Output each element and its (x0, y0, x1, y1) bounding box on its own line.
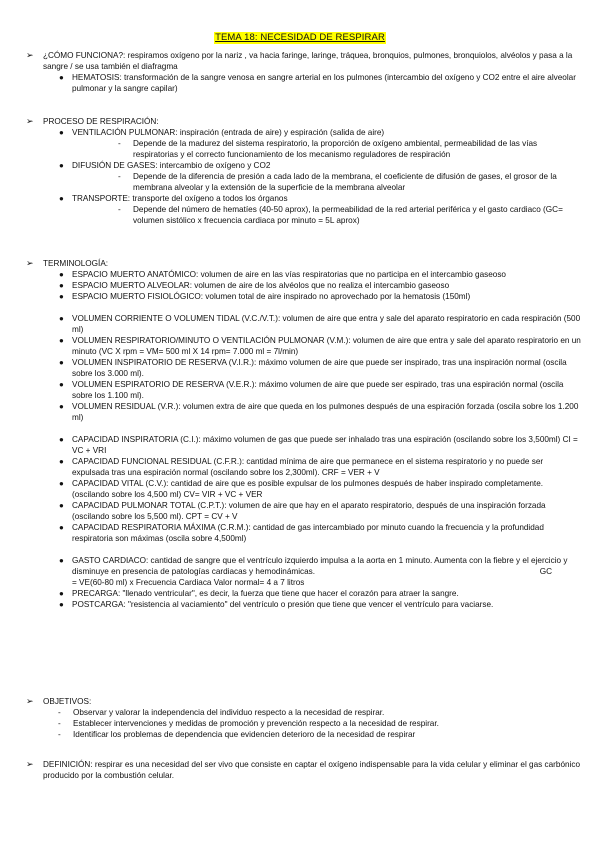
term-item: ESPACIO MUERTO FISIOLÓGICO: volumen total de aire inspirado no aprovechado por la hematosis (150ml) (72, 292, 471, 301)
term-item: CAPACIDAD PULMONAR TOTAL (C.P.T.): volumen de aire que hay en el aparato respiratorio, después de una inspiración forzada (oscilando sobre los 5,500 ml). CPT = CV + V (72, 501, 546, 521)
objetivos-heading: OBJETIVOS: (43, 697, 92, 706)
bullet-dot-icon: ● (59, 523, 64, 532)
arrow-bullet-icon: ➢ (26, 258, 34, 268)
proceso-item: TRANSPORTE: transporte del oxígeno a todos los órganos (72, 194, 288, 203)
gasto-gc-label: GC (539, 567, 552, 576)
bullet-dot-icon: ● (59, 314, 64, 323)
term-item: CAPACIDAD FUNCIONAL RESIDUAL (C.F.R.): cantidad mínima de aire que permanece en el sistema respiratorio y no puede ser expulsada tras una espiración normal (oscilando sobre los 2,300ml). CRF = VER + V (72, 457, 544, 477)
dash-bullet-icon: - (118, 205, 121, 214)
bullet-dot-icon: ● (59, 479, 64, 488)
bullet-dot-icon: ● (59, 556, 64, 565)
bullet-dot-icon: ● (59, 73, 64, 82)
arrow-bullet-icon: ➢ (26, 759, 34, 769)
bullet-dot-icon: ● (59, 336, 64, 345)
bullet-dot-icon: ● (59, 281, 64, 290)
arrow-bullet-icon: ➢ (26, 116, 34, 126)
arrow-bullet-icon: ➢ (26, 696, 34, 706)
bullet-dot-icon: ● (59, 194, 64, 203)
bullet-dot-icon: ● (59, 589, 64, 598)
proceso-subitem: Depende de la diferencia de presión a cada lado de la membrana, el coeficiente de difusión de gases, el grosor de la membrana alveolar y la extensión de la superficie de la membrana alveolar (133, 172, 557, 192)
dash-bullet-icon: - (118, 172, 121, 181)
gasto-cardiaco-block (72, 555, 582, 588)
term-item: CAPACIDAD VITAL (C.V.): cantidad de aire que es posible expulsar de los pulmones después de haber inspirado completamente. (oscilando sobre los 4,500 ml) CV= VIR + VC + VER (72, 479, 544, 499)
term-item: VOLUMEN INSPIRATORIO DE RESERVA (V.I.R.): máximo volumen de aire que puede ser inspirado, tras una inspiración normal (oscila sobre los 3.000 ml). (72, 358, 567, 378)
bullet-dot-icon: ● (59, 270, 64, 279)
bullet-dot-icon: ● (59, 128, 64, 137)
poscarga-text: POSTCARGA: "resistencia al vaciamiento" del ventrículo o presión que tiene que vencer el ventrículo para vaciarse. (72, 600, 494, 609)
bullet-dot-icon: ● (59, 380, 64, 389)
term-item: VOLUMEN RESIDUAL (V.R.): volumen extra de aire que queda en los pulmones después de una espiración forzada (oscila sobre los 1.200 ml) (72, 402, 579, 422)
bullet-dot-icon: ● (59, 402, 64, 411)
term-item: VOLUMEN CORRIENTE O VOLUMEN TIDAL (V.C./V.T.): volumen de aire que entra y sale del aparato respiratorio en cada respiración (500 ml) (72, 314, 581, 334)
term-item: ESPACIO MUERTO ANATÓMICO: volumen de aire en las vías respiratorias que no participa en el intercambio gaseoso (72, 270, 506, 279)
bullet-dot-icon: ● (59, 292, 64, 301)
page-title: TEMA 18: NECESIDAD DE RESPIRAR (215, 32, 385, 43)
title-wrap (0, 27, 600, 45)
section-terminologia (0, 258, 600, 610)
term-item: VOLUMEN RESPIRATORIO/MINUTO O VENTILACIÓN PULMONAR (V.M.): volumen de aire que entra y sale del aparato respiratorio en un minuto (VC X rpm = VM= 500 ml X 14 rpm= 7.000 ml = 7l/min) (72, 336, 581, 356)
arrow-bullet-icon: ➢ (26, 50, 34, 60)
bullet-dot-icon: ● (59, 501, 64, 510)
precarga-text: PRECARGA: "llenado ventricular", es decir, la fuerza que tiene que hacer el corazón para atraer la sangre. (72, 589, 459, 598)
objetivo-item: Identificar los problemas de dependencia que evidencien deterioro de la necesidad de respirar (73, 730, 416, 739)
proceso-item: DIFUSIÓN DE GASES: intercambio de oxígeno y CO2 (72, 161, 271, 170)
bullet-dot-icon: ● (59, 600, 64, 609)
dash-bullet-icon: - (58, 708, 61, 717)
como-funciona-text: ¿CÓMO FUNCIONA?: respiramos oxígeno por la nariz , va hacia faringe, laringe, tráquea, bronquios, pulmones, bronquiolos, alvéolos y pasa a la sangre / se usa también el diafragma (43, 51, 573, 71)
bullet-dot-icon: ● (59, 435, 64, 444)
definicion-text: DEFINICIÓN: respirar es una necesidad del ser vivo que consiste en captar el oxígeno indispensable para la vida celular y eliminar el gas carbónico producido por la combustión celular. (43, 760, 581, 780)
hematosis-text: HEMATOSIS: transformación de la sangre venosa en sangre arterial en los pulmones (intercambio del oxígeno y CO2 entre el aire alveolar pulmonar y la sangre capilar) (72, 73, 576, 93)
bullet-dot-icon: ● (59, 161, 64, 170)
section-como-funciona (0, 50, 600, 94)
dash-bullet-icon: - (58, 719, 61, 728)
objetivo-item: Observar y valorar la independencia del individuo respecto a la necesidad de respirar. (73, 708, 385, 717)
gasto-formula: = VE(60-80 ml) x Frecuencia Cardiaca Valor normal= 4 a 7 litros (72, 578, 305, 587)
bullet-dot-icon: ● (59, 358, 64, 367)
gasto-cardiaco-text: GASTO CARDIACO: cantidad de sangre que el ventrículo izquierdo impulsa a la aorta en 1 minuto. Aumenta con la fiebre y el ejercicio y disminuye en presencia de patologías cardiacas y hemodinámicas. (72, 556, 568, 576)
proceso-item: VENTILACIÓN PULMONAR: inspiración (entrada de aire) y espiración (salida de aire) (72, 128, 385, 137)
bullet-dot-icon: ● (59, 457, 64, 466)
term-item: VOLUMEN ESPIRATORIO DE RESERVA (V.E.R.): máximo volumen de aire que puede ser espirado, tras una espiración normal (oscila sobre los 1.100 ml). (72, 380, 564, 400)
dash-bullet-icon: - (58, 730, 61, 739)
section-proceso (0, 116, 600, 226)
dash-bullet-icon: - (118, 139, 121, 148)
term-item: CAPACIDAD RESPIRATORIA MÁXIMA (C.R.M.): cantidad de gas intercambiado por minuto cuando la frecuencia y la profundidad respiratoria son máximas (oscila sobre 4,500ml) (72, 523, 544, 543)
terminologia-heading: TERMINOLOGÍA: (43, 259, 109, 268)
proceso-subitem: Depende del número de hematíes (40-50 aprox), la permeabilidad de la red arterial periférica y el gasto cardiaco (GC= volumen sistólico x frecuencia cardiaca por minuto = 5L aprox) (133, 205, 563, 225)
proceso-heading: PROCESO DE RESPIRACIÓN: (43, 117, 159, 126)
proceso-subitem: Depende de la madurez del sistema respiratorio, la proporción de oxígeno ambiental, permeabilidad de las vías respiratorias y el correcto funcionamiento de los mecanismo reguladores de respiración (133, 139, 538, 159)
section-definicion (0, 759, 600, 781)
term-item: ESPACIO MUERTO ALVEOLAR: volumen de aire de los alvéolos que no realiza el intercambio gaseoso (72, 281, 450, 290)
objetivo-item: Establecer intervenciones y medidas de promoción y prevención respecto a la necesidad de respirar. (73, 719, 439, 728)
section-objetivos (0, 696, 600, 740)
term-item: CAPACIDAD INSPIRATORIA (C.I.): máximo volumen de gas que puede ser inhalado tras una espiración (oscilando sobre los 3,500ml) CI = VC + VRI (72, 435, 578, 455)
